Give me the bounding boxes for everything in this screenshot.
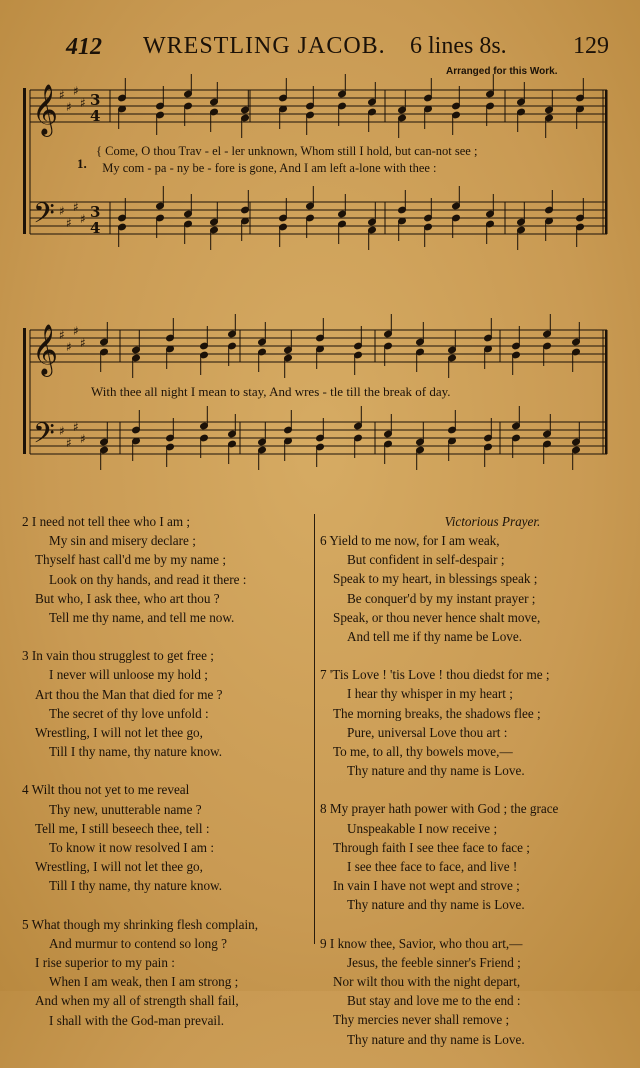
arrangement-credit: Arranged for this Work. — [446, 66, 558, 77]
stanza-line: But who, I ask thee, who art thou ? — [35, 590, 220, 606]
stanza — [22, 512, 312, 627]
stanza-line: Thy nature and thy name is Love. — [347, 897, 525, 913]
stanza-line: To me, to all, thy bowels move,— — [333, 744, 513, 760]
stanza — [320, 531, 625, 646]
sharp-icon: ♯ — [80, 432, 86, 446]
stanza-line: Art thou the Man that died for me ? — [35, 686, 223, 702]
stanza-line: Through faith I see thee face to face ; — [333, 839, 530, 855]
stanza-line: 5 What though my shrinking flesh complain, — [22, 916, 259, 932]
stanza-line: Be conquer'd by my instant prayer ; — [347, 590, 536, 606]
system-bracket — [23, 328, 26, 454]
hymn-meter: 6 lines 8s. — [410, 33, 507, 59]
stanza-line: Thy nature and thy name is Love. — [347, 1031, 525, 1047]
stanza-line: 6 Yield to me now, for I am weak, — [320, 533, 500, 548]
sharp-icon: ♯ — [73, 420, 79, 434]
stanza-line: When I am weak, then I am strong ; — [49, 974, 239, 990]
sharp-icon: ♯ — [80, 96, 86, 110]
sharp-icon: ♯ — [59, 204, 65, 218]
sharp-icon: ♯ — [73, 324, 79, 338]
lyric-line-1: { Come, O thou Trav - el - ler unknown, Whom still I hold, but can-not see ; — [96, 144, 478, 158]
stanza-line: Speak, or thou never hence shalt move, — [333, 609, 541, 625]
bass-clef-icon: 𝄢 — [33, 417, 55, 457]
svg-text:3: 3 — [90, 203, 101, 221]
stanza — [320, 934, 625, 1049]
sharp-icon: ♯ — [66, 436, 72, 450]
stanza-line: Unspeakable I now receive ; — [347, 820, 498, 836]
stanza-line: 9 I know thee, Savior, who thou art,— — [320, 935, 523, 951]
stanza-line: I see thee face to face, and live ! — [347, 859, 518, 875]
stanza — [320, 799, 625, 914]
stanza-line: My sin and misery declare ; — [49, 533, 196, 549]
sharp-icon: ♯ — [73, 200, 79, 214]
stanza-line: Tell me thy name, and tell me now. — [49, 610, 235, 626]
stanza-line: And when my all of strength shall fail, — [35, 993, 239, 1009]
system-bracket — [23, 88, 26, 234]
stanza-line: And murmur to contend so long ? — [49, 935, 228, 951]
stanza-line: Nor wilt thou with the night depart, — [333, 974, 521, 990]
stanza-line: I shall with the God-man prevail. — [49, 1012, 225, 1028]
stanza — [22, 780, 312, 895]
stanza-line: Till I thy name, thy nature know. — [49, 744, 223, 760]
stanza-line: I never will unloose my hold ; — [49, 667, 208, 683]
stanza-line: Till I thy name, thy nature know. — [49, 878, 223, 894]
stanza-line: But confident in self-despair ; — [347, 552, 505, 568]
stanza-line: The morning breaks, the shadows flee ; — [333, 705, 541, 721]
sharp-icon: ♯ — [66, 100, 72, 114]
stanza-line: I rise superior to my pain : — [35, 955, 175, 971]
stanza-line: In vain I have not wept and strove ; — [333, 878, 520, 894]
page-number: 129 — [573, 33, 609, 59]
stanza-line: The secret of thy love unfold : — [49, 705, 209, 721]
stanza-line: I hear thy whisper in my heart ; — [347, 686, 513, 702]
stanza-line: Jesus, the feeble sinner's Friend ; — [347, 954, 521, 970]
stanza-line: Speak to my heart, in blessings speak ; — [333, 571, 538, 587]
stanza-line: 2 I need not tell thee who I am ; — [22, 514, 191, 529]
stanza-line: Thy new, unutterable name ? — [49, 801, 202, 817]
stanza-line: To know it now resolved I am : — [49, 840, 214, 856]
stanza-line: And tell me if thy name be Love. — [347, 629, 523, 645]
right-column — [320, 512, 625, 1068]
stanza-line: But stay and love me to the end : — [347, 993, 521, 1009]
stanza-line: Thy mercies never shall remove ; — [333, 1012, 510, 1028]
stanza-line: Wrestling, I will not let thee go, — [35, 859, 203, 875]
lyric-text-1: Come, O thou Trav - el - ler unknown, Whom still I hold, but can-not see ; — [105, 144, 478, 158]
sharp-icon: ♯ — [59, 424, 65, 438]
lyric-line-3: With thee all night I mean to stay, And wres - tle till the break of day. — [91, 384, 451, 399]
hymn-title: WRESTLING JACOB. — [143, 33, 386, 59]
stanza-line: Thy nature and thy name is Love. — [347, 763, 525, 779]
lyric-line-2 — [96, 161, 437, 176]
sharp-icon: ♯ — [59, 88, 65, 102]
sharp-icon: ♯ — [59, 328, 65, 342]
column-divider — [314, 514, 315, 944]
left-column — [22, 512, 312, 1049]
stanza-line: 8 My prayer hath power with God ; the grace — [320, 801, 559, 817]
stanza — [22, 915, 312, 1030]
verse-number: 1. — [77, 156, 87, 171]
stanza-line: 4 Wilt thou not yet to me reveal — [22, 782, 190, 798]
sharp-icon: ♯ — [73, 84, 79, 98]
lyric-text-2: My com - pa - ny be - fore is gone, And I am left a-lone with thee : — [102, 161, 437, 175]
stanza-line: Pure, universal Love thou art : — [347, 724, 508, 740]
treble-clef-icon: 𝄞 — [32, 324, 59, 375]
section-heading: Victorious Prayer. — [444, 514, 541, 529]
stanza-line: Thyself hast call'd me by my name ; — [35, 552, 226, 568]
svg-text:3: 3 — [90, 91, 101, 109]
sharp-icon: ♯ — [66, 216, 72, 230]
stanza-line: Tell me, I still beseech thee, tell : — [35, 820, 210, 836]
stanza-line: 7 'Tis Love ! 'tis Love ! thou diedst for me ; — [320, 667, 550, 683]
sharp-icon: ♯ — [66, 340, 72, 354]
stanza — [320, 665, 625, 780]
svg-text:4: 4 — [90, 107, 101, 125]
sharp-icon: ♯ — [80, 212, 86, 226]
stanza-line: Look on thy hands, and read it there : — [49, 571, 247, 587]
hymn-number: 412 — [66, 34, 102, 60]
stanza — [22, 646, 312, 761]
stanza-line: Wrestling, I will not let thee go, — [35, 725, 203, 741]
sharp-icon: ♯ — [80, 336, 86, 350]
stanza-line: 3 In vain thou strugglest to get free ; — [22, 648, 214, 664]
treble-clef-icon: 𝄞 — [32, 84, 59, 135]
svg-text:4: 4 — [90, 219, 101, 237]
bass-clef-icon: 𝄢 — [33, 197, 55, 237]
